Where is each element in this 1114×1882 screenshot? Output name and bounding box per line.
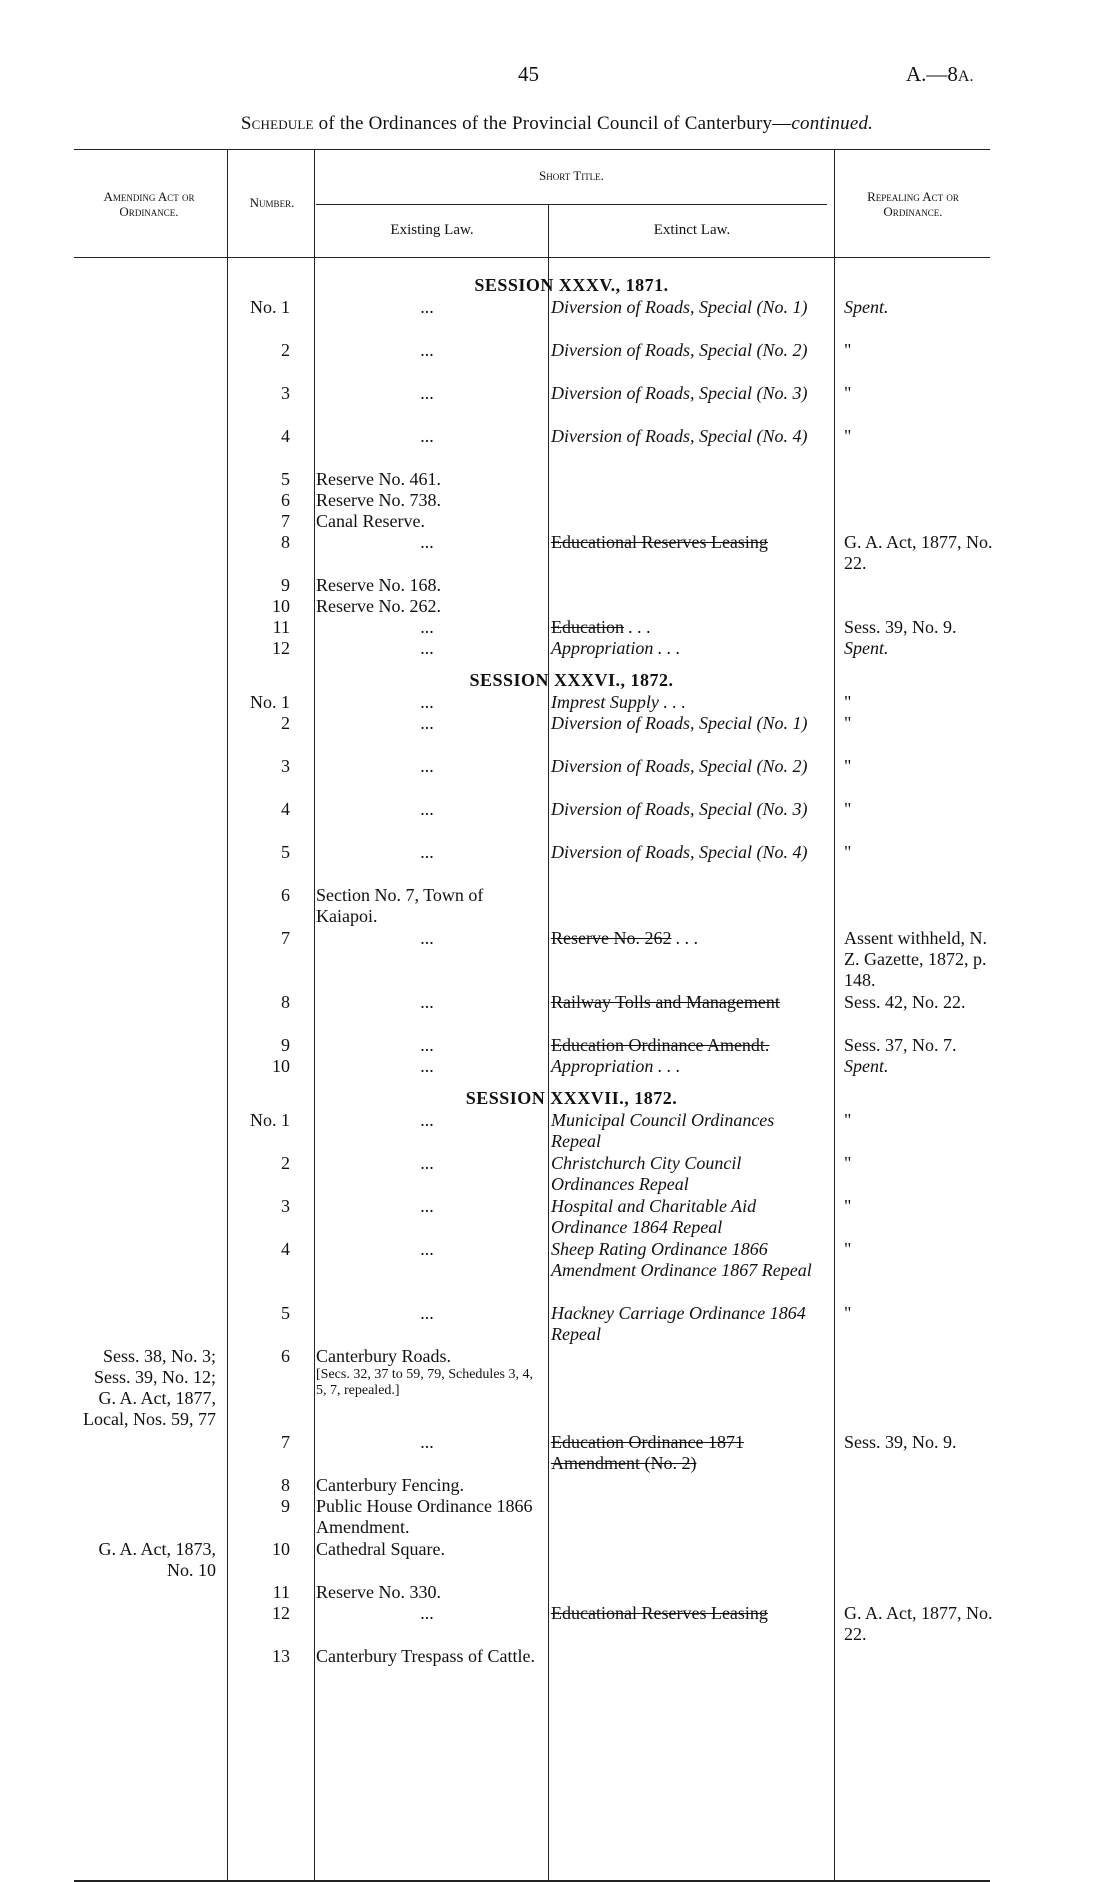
schedule-title: Schedule of the Ordinances of the Provincial Council of Canterbury—continued.: [240, 113, 874, 134]
document-reference: A.—8A.: [906, 62, 974, 86]
header-extinct: Extinct Law.: [653, 222, 731, 238]
schedule-table: Amending Act or Ordinance. Number. Short Title. Existing Law. Extinct Law. Repealing Act or Ordinance. SESSION XXXV., 1871. No. 1 ... Diversion of Roads, Special (No. 1) Spent. 2 ... Diversion of Roads, Special (No. 2) " 3 ... Diversion of Roads, Special (No. 3) " 4 ... Diversion of Roads, Special (No. 4) " 5 Reserve No. 461. 6 Reserve No. 738. 7 Canal Reserve. 8 ... Educational Reserves Leasing G. A. Act, 1877, No. 22. 9 Reserve No. 168. 10 Reserve No. 262. 11 ... Education . . . Sess. 39, No. 9. 12 ... Appropriation . . . Spent. SESSION XXXVI., 1872. No. 1 ... Imprest Supply . . . " 2 ... Diversion of Roads, Special (No. 1) " 3 ... Diversion of Roads, Special (No. 2) " 4 ... Diversion of Roads, Special (No. 3) " 5 ... Diversion of Roads, Special (No. 4) " 6 Section No. 7, Town of Kaiapoi. 7 ... Reserve No. 262 . . . Assent withheld, N. Z. Gazette, 1872, p. 148. 8 ... Railway Tolls and Management Sess. 42, No. 22. 9 ... Education Ordinance Amendt. Sess. 37, No. 7. 10 ... Appropriation . . . Spent. SESSION XXXVII., 1872. No. 1 ... Municipal Council Ordinances Repeal " 2 ... Christchurch City Council Ordinances Repeal " 3 ... Hospital and Charitable Aid Ordinance 1864 Repeal " 4 ... Sheep Rating Ordinance 1866 Amendment Ordinance 1867 Repeal " 5 ... Hackney Carriage Ordinance 1864 Repeal " Sess. 38, No. 3; Sess. 39, No. 12; G. A. Act, 1877, Local, Nos. 59, 77 6 Canterbury Roads. [Secs. 32, 37 to 59, 79, Schedules 3, 4, 5, 7, repealed.] 7 ... Education Ordinance 1871 Amendment (No. 2) Sess. 39, No. 9. 8 Canterbury Fencing. 9 Public House Ordinance 1866 Amendment. G. A. Act, 1873, No. 10 10 Cathedral Square. 11 Reserve No. 330. 12 ... Educational Reserves Leasing G. A. Act, 1877, No. 22. 13 Canterbury Trespass of Cattle.: [74, 147, 990, 1882]
header-repealing: Repealing Act or Ordinance.: [867, 189, 959, 219]
header-existing: Existing Law.: [390, 222, 474, 238]
session-heading: SESSION XXXVI., 1872.: [469, 670, 674, 690]
header-number: Number.: [249, 195, 295, 210]
session-heading: SESSION XXXVII., 1872.: [465, 1088, 678, 1108]
session-heading: SESSION XXXV., 1871.: [474, 275, 669, 295]
header-short-title: Short Title.: [539, 168, 604, 183]
header-amending: Amending Act or Ordinance.: [103, 189, 195, 219]
page-number: 45: [518, 62, 539, 86]
